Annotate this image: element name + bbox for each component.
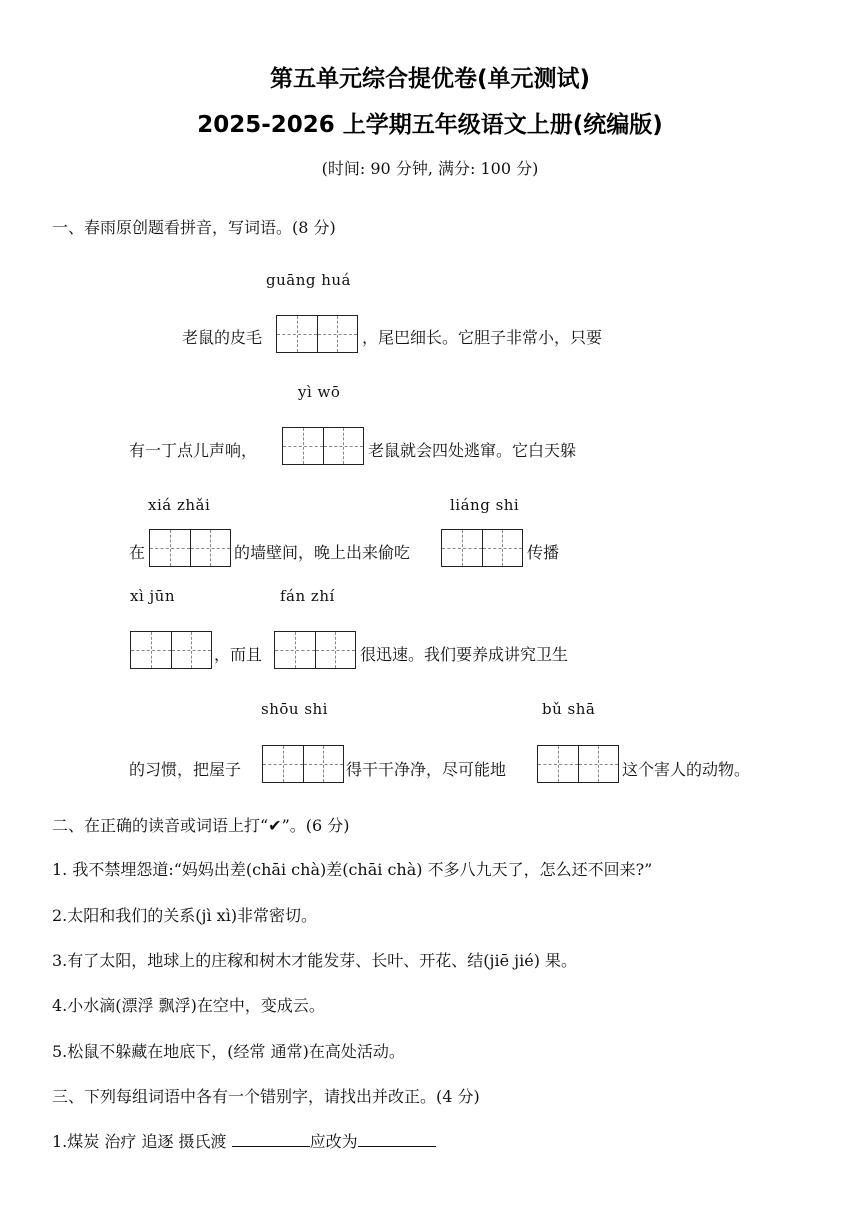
exam-subtitle: 2025-2026 上学期五年级语文上册(统编版) — [197, 112, 663, 138]
answer-box-guang-hua[interactable] — [276, 315, 358, 353]
s1-line1-before: 老鼠的皮毛 — [182, 328, 263, 347]
s2-item-4: 4.小水滴(漂浮 飘浮)在空中，变成云。 — [52, 996, 325, 1015]
pinyin-shou-shi: shōu shi — [261, 700, 328, 718]
s2-item-3: 3.有了太阳，地球上的庄稼和树木才能发芽、长叶、开花、结(jiē jié) 果。 — [52, 951, 578, 970]
section1-heading: 一、春雨原创题看拼音，写词语。(8 分) — [52, 218, 336, 237]
answer-box-liang-shi[interactable] — [441, 529, 523, 567]
pinyin-yi-wo: yì wō — [298, 383, 341, 401]
answer-box-xi-jun[interactable] — [130, 631, 212, 669]
pinyin-fan-zhi: fán zhí — [280, 587, 335, 605]
exam-time-score: (时间: 90 分钟, 满分: 100 分) — [321, 159, 539, 178]
pinyin-xia-zhai: xiá zhǎi — [148, 496, 211, 514]
answer-box-fan-zhi[interactable] — [274, 631, 356, 669]
answer-box-shou-shi[interactable] — [262, 745, 344, 783]
s1-line5-middle: 得干干净净，尽可能地 — [346, 760, 507, 779]
s2-item-5: 5.松鼠不躲藏在地底下，(经常 通常)在高处活动。 — [52, 1042, 405, 1061]
s1-line3-after: 传播 — [527, 543, 560, 562]
answer-box-bu-sha[interactable] — [537, 745, 619, 783]
s1-line4-after: 很迅速。我们要养成讲究卫生 — [360, 645, 569, 664]
s1-line4-middle: ，而且 — [214, 645, 263, 664]
s3-item1-words: 1.煤炭 治疗 追逐 摄氏渡 — [52, 1132, 227, 1151]
s3-item1-mid: 应改为 — [309, 1132, 358, 1151]
s1-line1-after: ，尾巴细长。它胆子非常小，只要 — [362, 328, 603, 347]
s1-line5-after: 这个害人的动物。 — [622, 760, 751, 779]
s1-line5-before: 的习惯，把屋子 — [129, 760, 242, 779]
s1-line2-after: 老鼠就会四处逃窜。它白天躲 — [368, 441, 577, 460]
pinyin-xi-jun: xì jūn — [130, 587, 175, 605]
section3-heading: 三、下列每组词语中各有一个错别字，请找出并改正。(4 分) — [52, 1087, 480, 1106]
s2-item-1: 1. 我不禁埋怨道:“妈妈出差(chāi chà)差(chāi chà) 不多八九天了，怎么还不回来?” — [52, 860, 653, 879]
pinyin-liang-shi: liáng shi — [450, 496, 520, 514]
section2-heading: 二、在正确的读音或词语上打“✔”。(6 分) — [52, 816, 350, 835]
s3-item-1 — [52, 1129, 436, 1152]
s1-line2-before: 有一丁点儿声响， — [129, 441, 258, 460]
s1-line3-middle: 的墙壁间，晚上出来偷吃 — [234, 543, 411, 562]
exam-title: 第五单元综合提优卷(单元测试) — [269, 66, 591, 92]
pinyin-guang-hua: guāng huá — [266, 271, 352, 289]
s3-item1-wrong-blank[interactable] — [232, 1132, 310, 1147]
answer-box-xia-zhai[interactable] — [149, 529, 231, 567]
s3-item1-correct-blank[interactable] — [358, 1132, 436, 1147]
answer-box-yi-wo[interactable] — [282, 427, 364, 465]
s1-line3-before: 在 — [129, 543, 146, 562]
pinyin-bu-sha: bǔ shā — [542, 700, 596, 718]
s2-item-2: 2.太阳和我们的关系(jì xì)非常密切。 — [52, 906, 318, 925]
